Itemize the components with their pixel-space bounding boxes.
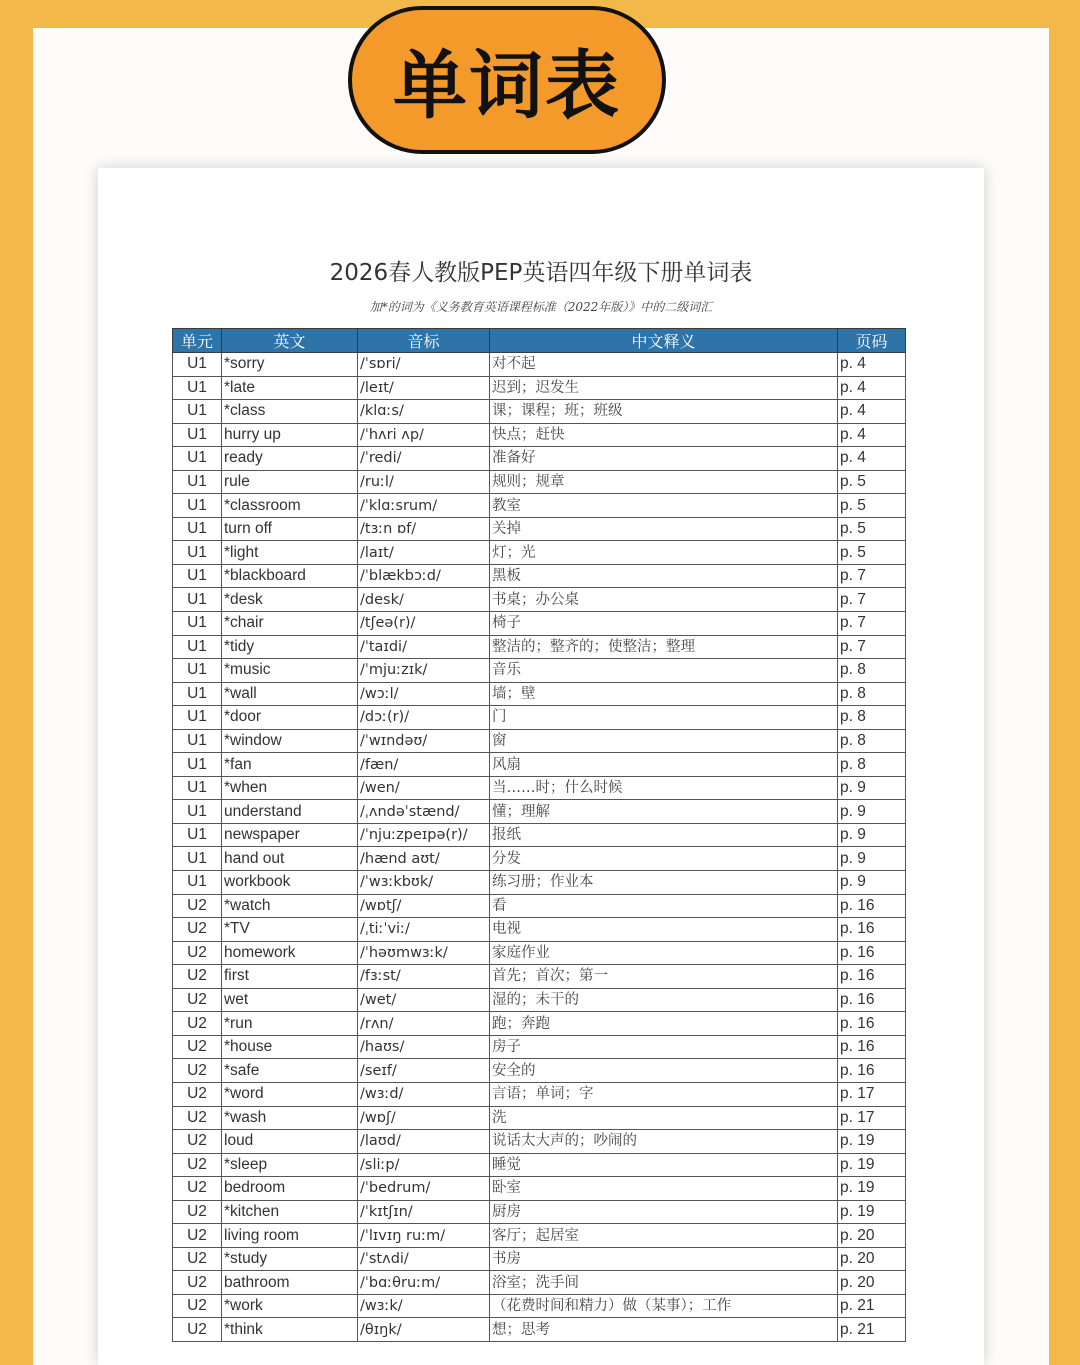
- cell-english: *sleep: [222, 1153, 358, 1177]
- cell-chinese: 房子: [490, 1035, 838, 1059]
- cell-chinese: 灯；光: [490, 541, 838, 565]
- table-row: [173, 423, 906, 447]
- cell-english: newspaper: [222, 823, 358, 847]
- cell-unit: U1: [173, 729, 222, 753]
- cell-page: p. 4: [838, 400, 906, 424]
- cell-chinese: 分发: [490, 847, 838, 871]
- cell-chinese: 椅子: [490, 612, 838, 636]
- cell-chinese: 客厅；起居室: [490, 1224, 838, 1248]
- table-row: [173, 1012, 906, 1036]
- table-header: [173, 329, 906, 353]
- cell-chinese: 想；思考: [490, 1318, 838, 1342]
- cell-page: p. 8: [838, 729, 906, 753]
- cell-unit: U1: [173, 353, 222, 377]
- cell-phonetic: /leɪt/: [358, 376, 490, 400]
- cell-phonetic: /wɜːk/: [358, 1294, 490, 1318]
- cell-chinese: 书桌；办公桌: [490, 588, 838, 612]
- cell-phonetic: /laɪt/: [358, 541, 490, 565]
- cell-chinese: 懂；理解: [490, 800, 838, 824]
- cell-phonetic: /wen/: [358, 776, 490, 800]
- cell-chinese: 快点；赶快: [490, 423, 838, 447]
- cell-chinese: 洗: [490, 1106, 838, 1130]
- cell-english: *TV: [222, 918, 358, 942]
- cell-english: *when: [222, 776, 358, 800]
- cell-unit: U2: [173, 1294, 222, 1318]
- cell-chinese: 音乐: [490, 659, 838, 683]
- cell-chinese: 黑板: [490, 564, 838, 588]
- cell-phonetic: /ˈnjuːzpeɪpə(r)/: [358, 823, 490, 847]
- cell-phonetic: /wɒtʃ/: [358, 894, 490, 918]
- cell-unit: U2: [173, 965, 222, 989]
- cell-chinese: 报纸: [490, 823, 838, 847]
- cell-page: p. 4: [838, 353, 906, 377]
- cell-english: *study: [222, 1247, 358, 1271]
- table-row: [173, 965, 906, 989]
- cell-phonetic: /laʊd/: [358, 1130, 490, 1154]
- cell-phonetic: /fɜːst/: [358, 965, 490, 989]
- cell-english: *classroom: [222, 494, 358, 518]
- cell-phonetic: /tɜːn ɒf/: [358, 517, 490, 541]
- cell-phonetic: /ˈtaɪdi/: [358, 635, 490, 659]
- cell-page: p. 7: [838, 588, 906, 612]
- cell-english: bathroom: [222, 1271, 358, 1295]
- cell-chinese: 厨房: [490, 1200, 838, 1224]
- cell-phonetic: /dɔː(r)/: [358, 706, 490, 730]
- cell-english: *fan: [222, 753, 358, 777]
- table-row: [173, 706, 906, 730]
- cell-unit: U1: [173, 706, 222, 730]
- cell-page: p. 20: [838, 1224, 906, 1248]
- cell-english: homework: [222, 941, 358, 965]
- table-row: [173, 635, 906, 659]
- cell-unit: U1: [173, 447, 222, 471]
- cell-page: p. 9: [838, 800, 906, 824]
- cell-unit: U2: [173, 1153, 222, 1177]
- cell-english: *chair: [222, 612, 358, 636]
- cell-unit: U1: [173, 564, 222, 588]
- cell-unit: U2: [173, 1247, 222, 1271]
- cell-unit: U1: [173, 470, 222, 494]
- table-row: [173, 800, 906, 824]
- cell-page: p. 17: [838, 1106, 906, 1130]
- table-row: [173, 1177, 906, 1201]
- title-badge: [348, 6, 666, 154]
- cell-unit: U2: [173, 918, 222, 942]
- cell-unit: U2: [173, 1106, 222, 1130]
- cell-unit: U1: [173, 400, 222, 424]
- cell-chinese: 家庭作业: [490, 941, 838, 965]
- cell-unit: U1: [173, 659, 222, 683]
- table-row: [173, 847, 906, 871]
- cell-page: p. 19: [838, 1130, 906, 1154]
- cell-english: hurry up: [222, 423, 358, 447]
- cell-unit: U2: [173, 941, 222, 965]
- cell-page: p. 8: [838, 753, 906, 777]
- cell-phonetic: /hænd aʊt/: [358, 847, 490, 871]
- cell-page: p. 19: [838, 1177, 906, 1201]
- cell-page: p. 8: [838, 659, 906, 683]
- badge-label: 单词表: [393, 43, 621, 129]
- cell-page: p. 9: [838, 776, 906, 800]
- cell-english: *safe: [222, 1059, 358, 1083]
- cell-unit: U1: [173, 588, 222, 612]
- table-row: [173, 1130, 906, 1154]
- table-row: [173, 988, 906, 1012]
- cell-unit: U1: [173, 800, 222, 824]
- cell-phonetic: /ˈwɜːkbʊk/: [358, 871, 490, 895]
- cell-page: p. 16: [838, 1012, 906, 1036]
- cell-page: p. 7: [838, 612, 906, 636]
- table-row: [173, 823, 906, 847]
- cell-phonetic: /sliːp/: [358, 1153, 490, 1177]
- cell-phonetic: /ˈbedrum/: [358, 1177, 490, 1201]
- cell-phonetic: /wet/: [358, 988, 490, 1012]
- cell-unit: U1: [173, 494, 222, 518]
- cell-phonetic: /seɪf/: [358, 1059, 490, 1083]
- cell-phonetic: /ˈlɪvɪŋ ruːm/: [358, 1224, 490, 1248]
- cell-english: *blackboard: [222, 564, 358, 588]
- cell-phonetic: /rʌn/: [358, 1012, 490, 1036]
- cell-english: *window: [222, 729, 358, 753]
- cell-unit: U1: [173, 612, 222, 636]
- cell-english: bedroom: [222, 1177, 358, 1201]
- cell-chinese: 浴室；洗手间: [490, 1271, 838, 1295]
- header-phonetic: 音标: [358, 329, 490, 353]
- cell-english: hand out: [222, 847, 358, 871]
- cell-english: *run: [222, 1012, 358, 1036]
- cell-phonetic: /ˈstʌdi/: [358, 1247, 490, 1271]
- cell-phonetic: /fæn/: [358, 753, 490, 777]
- cell-page: p. 5: [838, 494, 906, 518]
- cell-phonetic: /wɔːl/: [358, 682, 490, 706]
- table-row: [173, 894, 906, 918]
- table-row: [173, 1106, 906, 1130]
- cell-phonetic: /ˈhʌri ʌp/: [358, 423, 490, 447]
- cell-chinese: 窗: [490, 729, 838, 753]
- cell-unit: U2: [173, 1012, 222, 1036]
- table-row: [173, 353, 906, 377]
- cell-english: workbook: [222, 871, 358, 895]
- cell-english: *music: [222, 659, 358, 683]
- cell-unit: U1: [173, 847, 222, 871]
- cell-page: p. 4: [838, 423, 906, 447]
- document-note: 加*的词为《义务教育英语课程标准（2022年版）》中的二级词汇: [369, 300, 713, 314]
- cell-phonetic: /ˈwɪndəʊ/: [358, 729, 490, 753]
- cell-english: turn off: [222, 517, 358, 541]
- cell-page: p. 5: [838, 541, 906, 565]
- cell-phonetic: /desk/: [358, 588, 490, 612]
- cell-unit: U2: [173, 894, 222, 918]
- cell-english: wet: [222, 988, 358, 1012]
- cell-phonetic: /ˈblækbɔːd/: [358, 564, 490, 588]
- header-english: 英文: [222, 329, 358, 353]
- cell-phonetic: /tʃeə(r)/: [358, 612, 490, 636]
- cell-chinese: 书房: [490, 1247, 838, 1271]
- cell-english: *kitchen: [222, 1200, 358, 1224]
- table-body: [173, 353, 906, 1342]
- table-row: [173, 871, 906, 895]
- cell-page: p. 7: [838, 564, 906, 588]
- cell-chinese: 当……时；什么时候: [490, 776, 838, 800]
- cell-phonetic: /ˈhəʊmwɜːk/: [358, 941, 490, 965]
- cell-phonetic: /ˈmjuːzɪk/: [358, 659, 490, 683]
- cell-page: p. 16: [838, 1035, 906, 1059]
- cell-page: p. 9: [838, 823, 906, 847]
- cell-unit: U2: [173, 1271, 222, 1295]
- table-row: [173, 659, 906, 683]
- table-row: [173, 1082, 906, 1106]
- cell-chinese: 整洁的；整齐的；使整洁；整理: [490, 635, 838, 659]
- cell-english: *late: [222, 376, 358, 400]
- document-title: 2026春人教版PEP英语四年级下册单词表: [329, 260, 753, 286]
- cell-unit: U2: [173, 1059, 222, 1083]
- cell-chinese: 言语；单词；字: [490, 1082, 838, 1106]
- cell-english: *think: [222, 1318, 358, 1342]
- cell-english: *watch: [222, 894, 358, 918]
- cell-english: understand: [222, 800, 358, 824]
- cell-english: *wall: [222, 682, 358, 706]
- cell-phonetic: /ˈredi/: [358, 447, 490, 471]
- cell-page: p. 21: [838, 1318, 906, 1342]
- cell-unit: U1: [173, 753, 222, 777]
- cell-page: p. 5: [838, 517, 906, 541]
- cell-english: first: [222, 965, 358, 989]
- cell-chinese: 准备好: [490, 447, 838, 471]
- table-row: [173, 541, 906, 565]
- table-row: [173, 682, 906, 706]
- cell-page: p. 8: [838, 706, 906, 730]
- cell-english: ready: [222, 447, 358, 471]
- table-row: [173, 400, 906, 424]
- cell-unit: U1: [173, 682, 222, 706]
- table-row: [173, 376, 906, 400]
- cell-page: p. 16: [838, 988, 906, 1012]
- header-page: 页码: [838, 329, 906, 353]
- cell-phonetic: /ˈbɑːθruːm/: [358, 1271, 490, 1295]
- table-row: [173, 729, 906, 753]
- cell-english: *tidy: [222, 635, 358, 659]
- cell-page: p. 16: [838, 965, 906, 989]
- cell-phonetic: /ruːl/: [358, 470, 490, 494]
- cell-chinese: 门: [490, 706, 838, 730]
- table-row: [173, 1153, 906, 1177]
- cell-page: p. 8: [838, 682, 906, 706]
- cell-english: rule: [222, 470, 358, 494]
- table-row: [173, 1059, 906, 1083]
- table-row: [173, 1294, 906, 1318]
- cell-unit: U1: [173, 635, 222, 659]
- cell-chinese: （花费时间和精力）做（某事）；工作: [490, 1294, 838, 1318]
- table-row: [173, 1271, 906, 1295]
- cell-phonetic: /ˈsɒri/: [358, 353, 490, 377]
- cell-page: p. 19: [838, 1153, 906, 1177]
- cell-unit: U2: [173, 1177, 222, 1201]
- cell-page: p. 19: [838, 1200, 906, 1224]
- table-row: [173, 776, 906, 800]
- table-row: [173, 1224, 906, 1248]
- cell-phonetic: /wɜːd/: [358, 1082, 490, 1106]
- cell-chinese: 看: [490, 894, 838, 918]
- cell-page: p. 4: [838, 376, 906, 400]
- cell-chinese: 规则；规章: [490, 470, 838, 494]
- table-row: [173, 753, 906, 777]
- cell-chinese: 对不起: [490, 353, 838, 377]
- table-row: [173, 1247, 906, 1271]
- cell-english: *wash: [222, 1106, 358, 1130]
- cell-page: p. 16: [838, 1059, 906, 1083]
- cell-phonetic: /ˌʌndəˈstænd/: [358, 800, 490, 824]
- cell-english: *work: [222, 1294, 358, 1318]
- cell-phonetic: /ˈklɑːsrum/: [358, 494, 490, 518]
- cell-page: p. 16: [838, 894, 906, 918]
- header-chinese: 中文释义: [490, 329, 838, 353]
- table-row: [173, 1318, 906, 1342]
- cell-unit: U1: [173, 776, 222, 800]
- cell-unit: U2: [173, 1130, 222, 1154]
- cell-unit: U1: [173, 423, 222, 447]
- cell-chinese: 安全的: [490, 1059, 838, 1083]
- cell-page: p. 16: [838, 918, 906, 942]
- table-row: [173, 612, 906, 636]
- cell-page: p. 9: [838, 871, 906, 895]
- cell-english: loud: [222, 1130, 358, 1154]
- cell-english: *door: [222, 706, 358, 730]
- cell-chinese: 风扇: [490, 753, 838, 777]
- cell-chinese: 湿的；未干的: [490, 988, 838, 1012]
- cell-chinese: 迟到；迟发生: [490, 376, 838, 400]
- cell-page: p. 21: [838, 1294, 906, 1318]
- cell-unit: U1: [173, 871, 222, 895]
- cell-page: p. 20: [838, 1247, 906, 1271]
- cell-chinese: 说话太大声的；吵闹的: [490, 1130, 838, 1154]
- cell-chinese: 墙；壁: [490, 682, 838, 706]
- cell-unit: U2: [173, 1035, 222, 1059]
- cell-unit: U1: [173, 517, 222, 541]
- cell-page: p. 4: [838, 447, 906, 471]
- table-row: [173, 918, 906, 942]
- cell-chinese: 课；课程；班；班级: [490, 400, 838, 424]
- cell-unit: U2: [173, 1200, 222, 1224]
- cell-page: p. 16: [838, 941, 906, 965]
- cell-chinese: 睡觉: [490, 1153, 838, 1177]
- cell-unit: U1: [173, 541, 222, 565]
- cell-english: *desk: [222, 588, 358, 612]
- cell-phonetic: /haʊs/: [358, 1035, 490, 1059]
- table-row: [173, 941, 906, 965]
- cell-unit: U2: [173, 1318, 222, 1342]
- cell-unit: U1: [173, 823, 222, 847]
- cell-chinese: 练习册；作业本: [490, 871, 838, 895]
- cell-english: living room: [222, 1224, 358, 1248]
- cell-phonetic: /ˌtiːˈviː/: [358, 918, 490, 942]
- table-row: [173, 588, 906, 612]
- cell-chinese: 卧室: [490, 1177, 838, 1201]
- cell-unit: U2: [173, 988, 222, 1012]
- cell-chinese: 跑；奔跑: [490, 1012, 838, 1036]
- table-row: [173, 1035, 906, 1059]
- cell-page: p. 20: [838, 1271, 906, 1295]
- cell-english: *light: [222, 541, 358, 565]
- cell-english: *sorry: [222, 353, 358, 377]
- cell-english: *house: [222, 1035, 358, 1059]
- cell-phonetic: /θɪŋk/: [358, 1318, 490, 1342]
- cell-page: p. 9: [838, 847, 906, 871]
- table-row: [173, 447, 906, 471]
- cell-unit: U2: [173, 1082, 222, 1106]
- word-table: [172, 328, 906, 1342]
- cell-unit: U1: [173, 376, 222, 400]
- cell-page: p. 17: [838, 1082, 906, 1106]
- table-row: [173, 1200, 906, 1224]
- cell-phonetic: /ˈkɪtʃɪn/: [358, 1200, 490, 1224]
- table-row: [173, 470, 906, 494]
- cell-phonetic: /wɒʃ/: [358, 1106, 490, 1130]
- cell-page: p. 5: [838, 470, 906, 494]
- document-page: [98, 168, 984, 1365]
- cell-chinese: 教室: [490, 494, 838, 518]
- cell-english: *class: [222, 400, 358, 424]
- table-row: [173, 564, 906, 588]
- table-row: [173, 494, 906, 518]
- cell-unit: U2: [173, 1224, 222, 1248]
- cell-english: *word: [222, 1082, 358, 1106]
- cell-phonetic: /klɑːs/: [358, 400, 490, 424]
- table-row: [173, 517, 906, 541]
- cell-chinese: 关掉: [490, 517, 838, 541]
- cell-chinese: 首先；首次；第一: [490, 965, 838, 989]
- cell-page: p. 7: [838, 635, 906, 659]
- cell-chinese: 电视: [490, 918, 838, 942]
- header-unit: 单元: [173, 329, 222, 353]
